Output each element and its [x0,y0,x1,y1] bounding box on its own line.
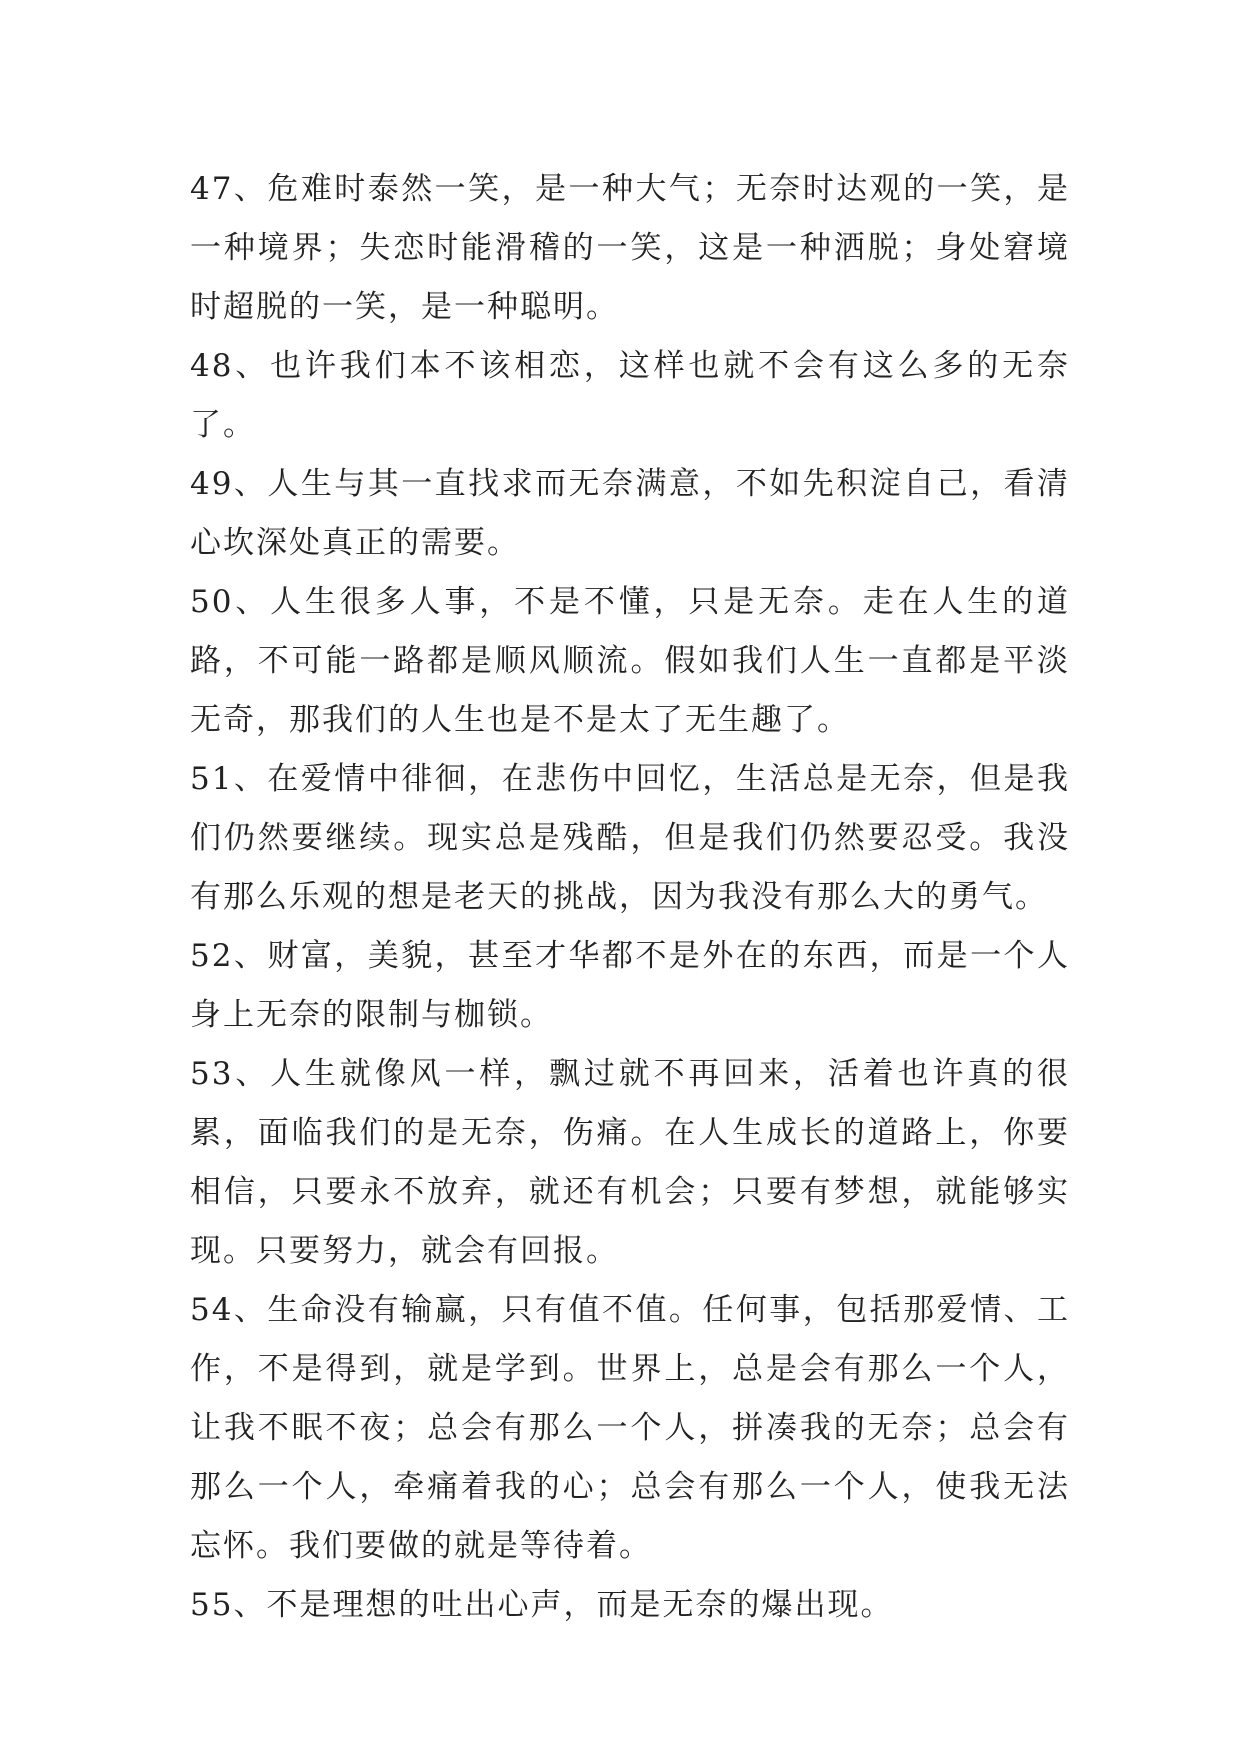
paragraph-52: 52、财富，美貌，甚至才华都不是外在的东西，而是一个人身上无奈的限制与枷锁。 [190,938,1070,1033]
paragraph-55: 55、不是理想的吐出心声，而是无奈的爆出现。 [190,1587,894,1623]
paragraph-50: 50、人生很多人事，不是不懂，只是无奈。走在人生的道路，不可能一路都是顺风顺流。假如我们人生一直都是平淡无奇，那我们的人生也是不是太了无生趣了。 [190,584,1070,738]
document-body [190,160,1070,1635]
paragraph-53: 53、人生就像风一样，飘过就不再回来，活着也许真的很累，面临我们的是无奈，伤痛。在人生成长的道路上，你要相信，只要永不放弃，就还有机会；只要有梦想，就能够实现。只要努力，就会有回报。 [190,1056,1070,1269]
paragraph-49: 49、人生与其一直找求而无奈满意，不如先积淀自己，看清心坎深处真正的需要。 [190,466,1070,561]
paragraph-51: 51、在爱情中徘徊，在悲伤中回忆，生活总是无奈，但是我们仍然要继续。现实总是残酷，但是我们仍然要忍受。我没有那么乐观的想是老天的挑战，因为我没有那么大的勇气。 [190,761,1070,915]
paragraph-48: 48、也许我们本不该相恋，这样也就不会有这么多的无奈了。 [190,348,1070,443]
paragraph-47: 47、危难时泰然一笑，是一种大气；无奈时达观的一笑，是一种境界；失恋时能滑稽的一笑，这是一种洒脱；身处窘境时超脱的一笑，是一种聪明。 [190,171,1070,325]
paragraph-54: 54、生命没有输赢，只有值不值。任何事，包括那爱情、工作，不是得到，就是学到。世界上，总是会有那么一个人，让我不眠不夜；总会有那么一个人，拼凑我的无奈；总会有那么一个人，牵痛着我的心；总会有那么一个人，使我无法忘怀。我们要做的就是等待着。 [190,1292,1070,1564]
